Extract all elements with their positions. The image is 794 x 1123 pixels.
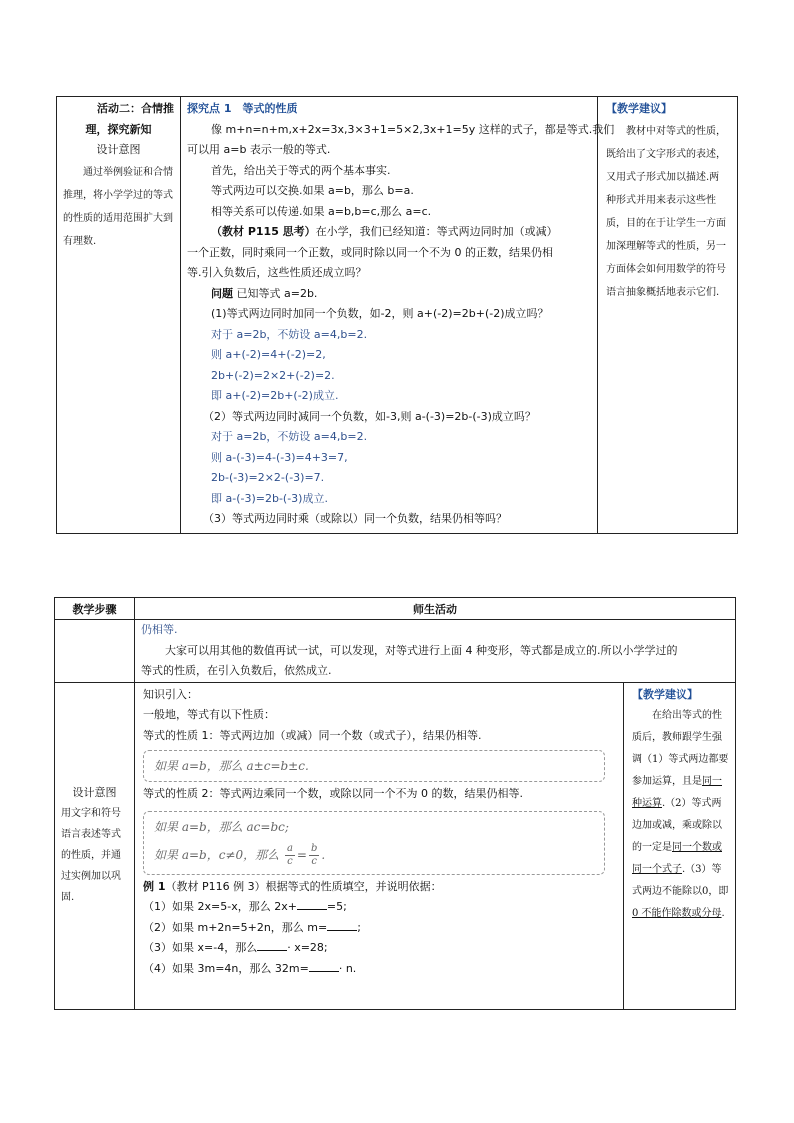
question-line: [187, 284, 591, 305]
question-label: 问题: [211, 286, 233, 300]
fraction-b-numerator: b: [310, 842, 318, 854]
paragraph-textbook-think-a: [187, 222, 591, 243]
design-intent-label: 设计意图: [96, 143, 141, 156]
fraction-a-over-c: [285, 843, 295, 868]
answer-blank[interactable]: [257, 938, 287, 951]
paragraph-equation-examples-a: 像 m+n=n+m,x+2x=3x,3×3+1=5×2,3x+1=5y 这样的式子，都是等式.我们: [211, 122, 615, 136]
textbook-think-text: 在小学，我们已经知道：等式两边同时加（或减）: [315, 225, 558, 238]
main-content-cell: [181, 97, 615, 534]
header-teaching-steps: 教学步骤: [55, 598, 135, 620]
suggestion-underline-1: 同一种运算: [632, 776, 722, 809]
header-teacher-student-activity: 师生活动: [135, 598, 736, 620]
paragraph-textbook-think-c: 等.引入负数后，这些性质还成立吗？: [187, 266, 367, 279]
q2-answer-line-1: 对于 a=2b，不妨设 a=4,b=2.: [211, 430, 368, 443]
continuation-line-3: 等式的性质，在引入负数后，依然成立.: [141, 664, 332, 677]
suggestion-part-4: .: [721, 908, 725, 919]
suggestion-underline-2: 同一个数或同一个式子: [632, 842, 722, 875]
answer-blank[interactable]: [327, 918, 357, 931]
property-2-formula-2: 如果 a=b，c≠0，那么 $\frac{a}{c}$ = $\frac{b}{c}$ .: [154, 842, 326, 867]
teaching-suggestion-cell: [598, 97, 738, 534]
paragraph-equation-examples-b: 可以用 a=b 表示一般的等式.: [187, 143, 331, 156]
property-2-formula-2-text: 如果 a=b，c≠0，那么: [154, 847, 280, 862]
activity-table-2: [54, 597, 736, 1010]
question-1: (1)等式两边同时加同一个负数，如-2，则 a+(-2)=2b+(-2)成立吗？: [211, 307, 549, 320]
example-item-3-tail: · x=28;: [287, 941, 328, 954]
question-2: （2）等式两边同时减同一个负数，如-3,则 a-(-3)=2b-(-3)成立吗？: [203, 409, 536, 423]
q1-answer-line-4: 即 a+(-2)=2b+(-2)成立.: [211, 389, 339, 402]
answer-blank[interactable]: [309, 959, 339, 972]
teaching-suggestion-text: 教材中对等式的性质，既给出了文字形式的表述，又用式子形式加以描述.两种形式并用来表示这些性质，目的在于让学生一方面加深理解等式的性质，另一方面体会如何用数学的符号语言抽象概括地表示它们.: [606, 125, 726, 298]
design-intent-text-2: 用文字和符号语言表述等式的性质，并通过实例加以巩固.: [61, 808, 121, 904]
knowledge-intro: 知识引入：: [143, 687, 198, 701]
q2-answer-line-2: 则 a-(-3)=4-(-3)=4+3=7,: [211, 450, 348, 464]
example-item-1-text: （1）如果 2x=5-x，那么 2x+: [143, 900, 297, 913]
example-item-4-tail: · n.: [338, 961, 357, 975]
property-1-formula-box: [143, 750, 605, 782]
q1-answer-line-2: 则 a+(-2)=4+(-2)=2,: [211, 348, 326, 361]
property-1-formula: 如果 a=b，那么 a±c=b±c.: [154, 759, 309, 773]
suggestion-underline-3: 0 不能作除数或分母: [632, 908, 722, 919]
fraction-a-denominator: c: [287, 855, 293, 867]
property-2-formula-1: 如果 a=b，那么 ac=bc;: [154, 819, 289, 834]
continuation-left-cell: [55, 620, 135, 683]
q1-answer-line-1: 对于 a=2b，不妨设 a=4,b=2.: [211, 327, 368, 341]
q1-answer-line-3: 2b+(-2)=2×2+(-2)=2.: [211, 368, 335, 382]
activity-title-line-1: 活动二：合情推: [97, 102, 174, 115]
example-item-2: [143, 918, 617, 939]
example-item-3-text: （3）如果 x=-4，那么: [143, 941, 258, 954]
example-heading: [143, 877, 617, 898]
suggestion-part-1: 在给出等式的性质后，教师跟学生强调（1）等式两边都要参加运算，且是: [632, 710, 729, 787]
left-column-cell: [57, 97, 181, 534]
q2-answer-line-3: 2b-(-3)=2×2-(-3)=7.: [211, 471, 325, 484]
paragraph-transitivity: 相等关系可以传递.如果 a=b,b=c,那么 a=c.: [211, 204, 432, 218]
teaching-suggestion-title: 【教学建议】: [606, 102, 672, 115]
fraction-a-numerator: a: [286, 842, 293, 854]
answer-blank[interactable]: [297, 897, 327, 910]
continuation-cell: [135, 620, 736, 683]
fraction-b-denominator: c: [311, 855, 317, 867]
textbook-ref: （教材 P115 思考）: [211, 225, 316, 238]
teaching-suggestion-cell-2: [624, 682, 736, 1009]
fraction-b-over-c: [309, 843, 319, 868]
example-label: 例 1: [143, 879, 166, 893]
paragraph-textbook-think-b: 一个正数，同时乘同一个正数，或同时除以同一个不为 0 的正数，结果仍相: [187, 245, 553, 259]
teaching-suggestion-text-2: [632, 705, 729, 925]
property-1: 等式的性质 1：等式两边加（或减）同一个数（或式子），结果仍相等.: [143, 728, 482, 742]
question-text: 已知等式 a=2b.: [236, 286, 318, 300]
q2-answer-line-4: 即 a-(-3)=2b-(-3)成立.: [211, 491, 328, 505]
suggestion-part-2: .（2）等式两边加或减，乘或除以的一定是: [632, 798, 722, 853]
continuation-line-2: 大家可以用其他的数值再试一试，可以发现，对等式进行上面 4 种变形，等式都是成立的.所以小学学过的: [165, 643, 678, 657]
example-item-2-tail: ;: [357, 920, 361, 934]
activity-table-1: [56, 96, 738, 534]
example-item-4: [143, 959, 617, 980]
design-intent-label-2: 设计意图: [72, 785, 117, 799]
suggestion-part-3: .（3）等式两边不能除以0，即: [632, 864, 729, 897]
knowledge-cell: [135, 682, 624, 1009]
teaching-suggestion-title-2: 【教学建议】: [632, 687, 698, 701]
activity-title-line-2: 理，探究新知: [85, 122, 152, 136]
question-3: （3）等式两边同时乘（或除以）同一个负数，结果仍相等吗？: [203, 512, 507, 525]
general-statement: 一般地，等式有以下性质：: [143, 708, 275, 721]
example-text: （教材 P116 例 3）根据等式的性质填空，并说明依据：: [165, 879, 442, 893]
design-intent-text: 通过举例验证和合情推理，将小学学过的等式的性质的适用范围扩大到有理数.: [63, 166, 173, 247]
example-item-2-text: （2）如果 m+2n=5+2n，那么 m=: [143, 920, 328, 934]
paragraph-basic-facts: 首先，给出关于等式的两个基本事实.: [211, 163, 391, 177]
example-item-1: [143, 897, 617, 918]
explore-heading: 探究点 1 等式的性质: [187, 102, 298, 115]
property-2: 等式的性质 2：等式两边乘同一个数，或除以同一个不为 0 的数，结果仍相等.: [143, 787, 523, 800]
example-item-1-tail: =5;: [326, 900, 347, 913]
example-item-3: [143, 938, 617, 959]
continuation-answer: 仍相等.: [141, 623, 178, 636]
paragraph-symmetry: 等式两边可以交换.如果 a=b，那么 b=a.: [211, 184, 414, 197]
design-intent-cell: [55, 682, 135, 1009]
example-item-4-text: （4）如果 3m=4n，那么 32m=: [143, 961, 309, 975]
property-2-formula-box: [143, 811, 605, 875]
